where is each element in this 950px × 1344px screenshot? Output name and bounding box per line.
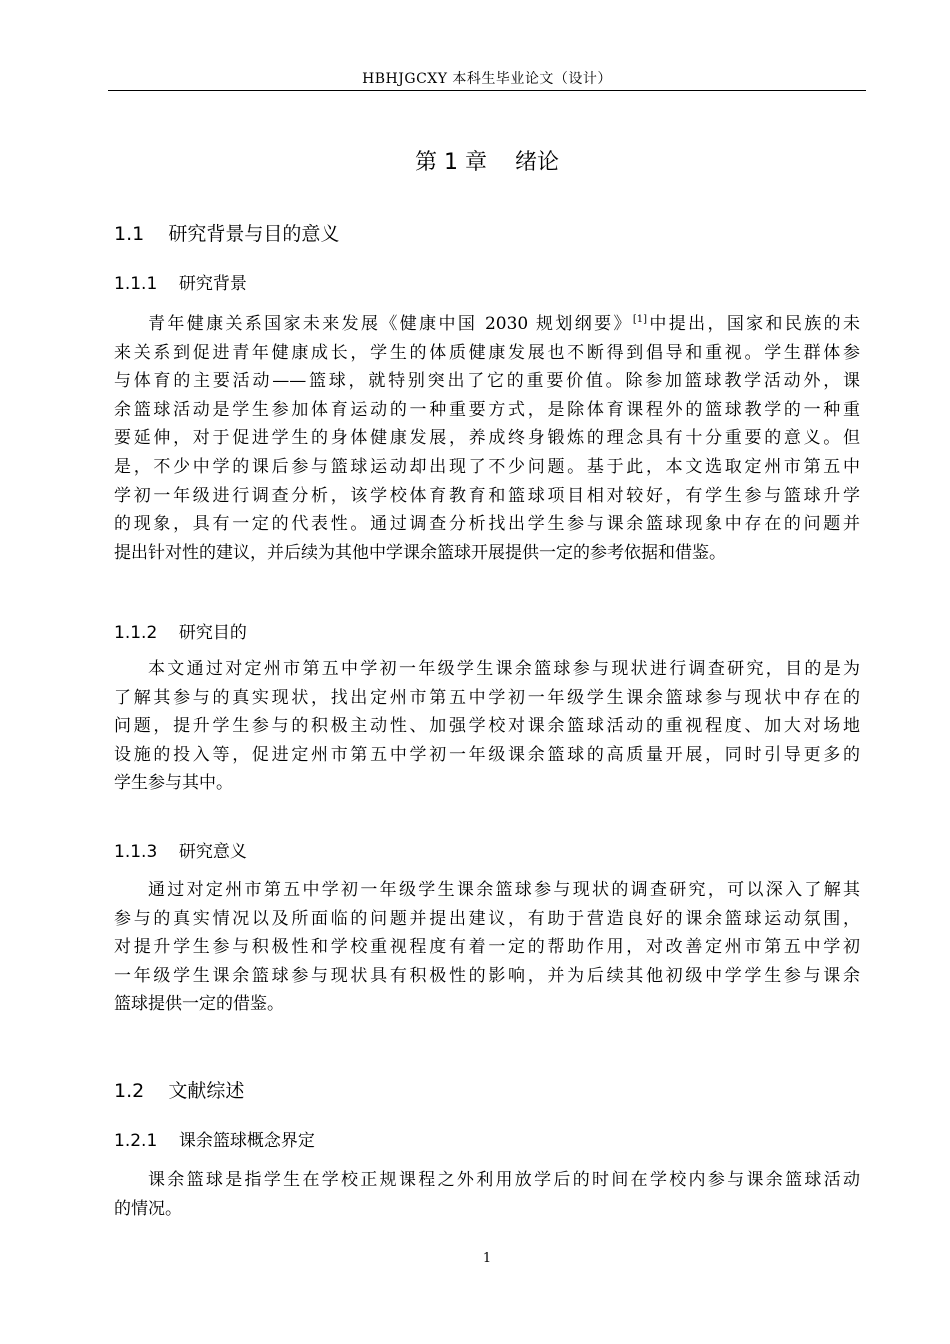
paragraph-line: 来关系到促进青年健康成长，学生的体质健康发展也不断得到倡导和重视。学生群体参 [114, 342, 860, 363]
paragraph-line: 设施的投入等，促进定州市第五中学初一年级课余篮球的高质量开展，同时引导更多的 [114, 744, 860, 765]
paragraph-line: 学生参与其中。 [114, 773, 233, 794]
subsection-heading-1-1-3: 1.1.3 研究意义 [114, 842, 247, 862]
paragraph-line: 课余篮球是指学生在学校正规课程之外利用放学后的时间在学校内参与课余篮球活动 [148, 1170, 860, 1190]
paragraph-line: 一年级学生课余篮球参与现状具有积极性的影响，并为后续其他初级中学学生参与课余 [114, 965, 860, 986]
paragraph-line: 的情况。 [114, 1198, 182, 1219]
paragraph-line: 本文通过对定州市第五中学初一年级学生课余篮球参与现状进行调查研究，目的是为 [148, 659, 860, 679]
paragraph-line: 问题，提升学生参与的积极主动性、加强学校对课余篮球活动的重视程度、加大对场地 [114, 716, 860, 737]
paragraph-line: 通过对定州市第五中学初一年级学生课余篮球参与现状的调查研究，可以深入了解其 [148, 880, 860, 900]
paragraph-line: 篮球提供一定的借鉴。 [114, 994, 284, 1015]
paragraph-line: 参与的真实情况以及所面临的问题并提出建议，有助于营造良好的课余篮球运动氛围， [114, 908, 860, 929]
paragraph-line: 要延伸，对于促进学生的身体健康发展，养成终身锻炼的理念具有十分重要的意义。但 [114, 428, 860, 449]
paragraph-line: 学初一年级进行调查分析，该学校体育教育和篮球项目相对较好，有学生参与篮球升学 [114, 485, 860, 506]
section-heading-1-2: 1.2 文献综述 [114, 1080, 245, 1102]
citation-marker: [1] [632, 314, 647, 325]
paragraph-line [114, 310, 860, 339]
header-rule [108, 90, 866, 91]
paragraph-research-purpose [114, 655, 860, 798]
paragraph-line: 提出针对性的建议，并后续为其他中学课余篮球开展提供一定的参考依据和借鉴。 [114, 542, 726, 563]
paragraph-line: 余篮球活动是学生参加体育运动的一种重要方式，是除体育课程外的篮球教学的一种重 [114, 399, 860, 420]
chapter-title: 第 1 章 绪论 [415, 150, 559, 175]
paragraph-line: 是，不少中学的课后参与篮球运动却出现了不少问题。基于此，本文选取定州市第五中 [114, 456, 860, 477]
section-heading-1-1: 1.1 研究背景与目的意义 [114, 223, 340, 245]
paragraph-line-text: 中提出，国家和民族的未 [647, 314, 861, 334]
paragraph-research-background [114, 310, 860, 567]
subsection-heading-1-2-1: 1.2.1 课余篮球概念界定 [114, 1131, 315, 1151]
page-number: 1 [482, 1251, 492, 1266]
running-header: HBHJGCXY 本科生毕业论文（设计） [362, 71, 612, 87]
subsection-heading-1-1-2: 1.1.2 研究目的 [114, 623, 247, 643]
paragraph-line: 对提升学生参与积极性和学校重视程度有着一定的帮助作用，对改善定州市第五中学初 [114, 937, 860, 958]
paragraph-concept-definition [114, 1166, 860, 1223]
paragraph-line-text: 青年健康关系国家未来发展《健康中国 2030 规划纲要》 [148, 314, 633, 334]
paragraph-line: 的现象，具有一定的代表性。通过调查分析找出学生参与课余篮球现象中存在的问题并 [114, 514, 860, 535]
subsection-heading-1-1-1: 1.1.1 研究背景 [114, 274, 247, 294]
paragraph-research-significance [114, 876, 860, 1019]
paragraph-line: 与体育的主要活动——篮球，就特别突出了它的重要价值。除参加篮球教学活动外，课 [114, 371, 860, 392]
paragraph-line: 了解其参与的真实现状，找出定州市第五中学初一年级学生课余篮球参与现状中存在的 [114, 687, 860, 708]
